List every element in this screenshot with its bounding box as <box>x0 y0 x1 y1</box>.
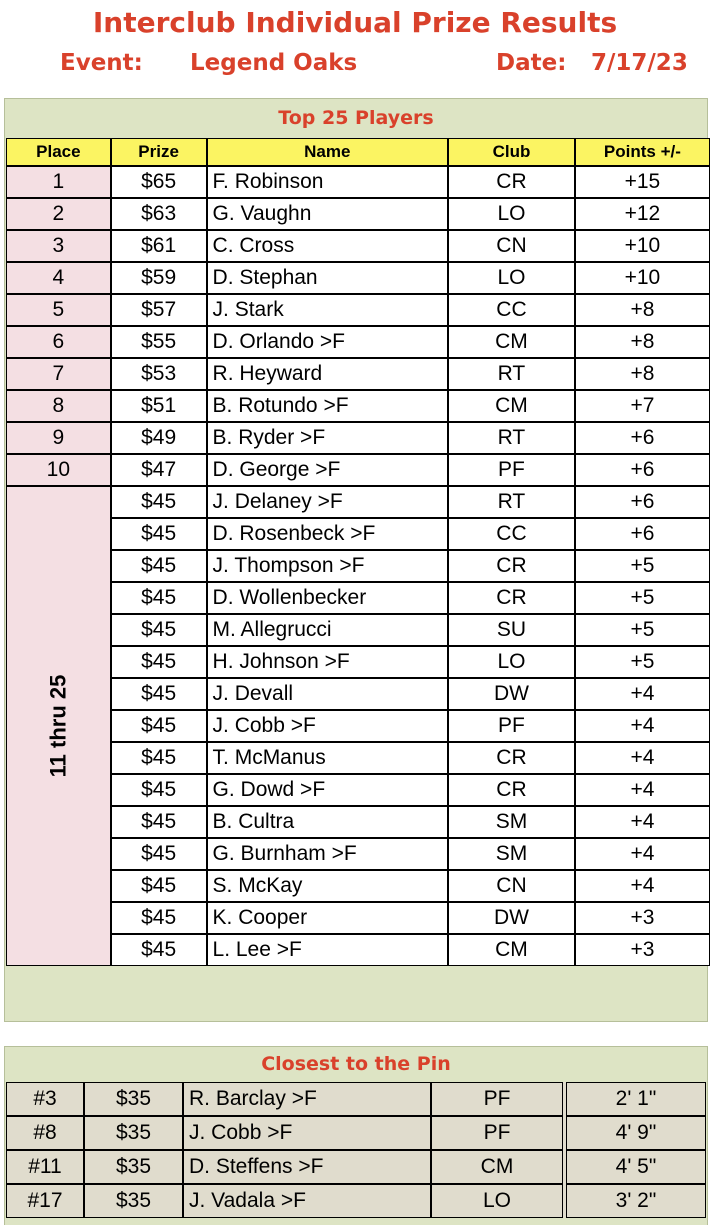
club-cell: CR <box>448 774 575 806</box>
prize-cell: $35 <box>84 1184 183 1218</box>
prize-cell: $45 <box>111 614 207 646</box>
club-cell: RT <box>448 486 575 518</box>
place-cell: 8 <box>6 390 111 422</box>
table-row <box>6 582 710 614</box>
prize-cell: $59 <box>111 262 207 294</box>
place-cell: 4 <box>6 262 111 294</box>
points-cell: +5 <box>575 614 710 646</box>
name-cell: R. Heyward <box>207 358 449 390</box>
table-row <box>6 518 710 550</box>
name-cell: D. Stephan <box>207 262 449 294</box>
table-row <box>6 710 710 742</box>
club-cell: CM <box>431 1150 563 1184</box>
table-row <box>6 422 710 454</box>
points-cell: +5 <box>575 550 710 582</box>
points-cell: +6 <box>575 454 710 486</box>
distance-cell: 4' 5" <box>566 1150 706 1184</box>
table-row <box>6 198 710 230</box>
club-cell: DW <box>448 678 575 710</box>
table-row <box>6 326 710 358</box>
place-cell: 5 <box>6 294 111 326</box>
table-row <box>6 486 710 518</box>
table-row <box>6 358 710 390</box>
club-cell: CM <box>448 390 575 422</box>
table-row <box>6 1150 706 1184</box>
table-row <box>6 678 710 710</box>
name-cell: J. Cobb >F <box>207 710 449 742</box>
table-row <box>6 838 710 870</box>
table-row <box>6 902 710 934</box>
prize-cell: $63 <box>111 198 207 230</box>
name-cell: G. Dowd >F <box>207 774 449 806</box>
date-label: Date: <box>496 50 567 76</box>
place-cell: 10 <box>6 454 111 486</box>
points-cell: +7 <box>575 390 710 422</box>
distance-cell: 4' 9" <box>566 1116 706 1150</box>
table-row <box>6 294 710 326</box>
col-name: Name <box>207 138 449 166</box>
points-cell: +5 <box>575 646 710 678</box>
club-cell: RT <box>448 422 575 454</box>
points-cell: +10 <box>575 262 710 294</box>
name-cell: R. Barclay >F <box>183 1082 431 1116</box>
name-cell: J. Delaney >F <box>207 486 449 518</box>
name-cell: D. Steffens >F <box>183 1150 431 1184</box>
club-cell: PF <box>448 710 575 742</box>
table-row <box>6 806 710 838</box>
prize-cell: $57 <box>111 294 207 326</box>
event-value: Legend Oaks <box>190 50 358 76</box>
prize-cell: $45 <box>111 710 207 742</box>
table-row <box>6 646 710 678</box>
hole-cell: #8 <box>6 1116 84 1150</box>
name-cell: K. Cooper <box>207 902 449 934</box>
club-cell: CC <box>448 518 575 550</box>
club-cell: CN <box>448 870 575 902</box>
prize-cell: $55 <box>111 326 207 358</box>
club-cell: DW <box>448 902 575 934</box>
points-cell: +4 <box>575 774 710 806</box>
table-row <box>6 870 710 902</box>
name-cell: H. Johnson >F <box>207 646 449 678</box>
prize-cell: $45 <box>111 806 207 838</box>
prize-cell: $45 <box>111 550 207 582</box>
club-cell: LO <box>448 646 575 678</box>
place-cell: 3 <box>6 230 111 262</box>
table-row <box>6 390 710 422</box>
page-title: Interclub Individual Prize Results <box>92 6 618 39</box>
points-cell: +4 <box>575 870 710 902</box>
name-cell: D. George >F <box>207 454 449 486</box>
club-cell: SM <box>448 838 575 870</box>
club-cell: CM <box>448 934 575 966</box>
prize-cell: $45 <box>111 678 207 710</box>
table-row <box>6 166 710 198</box>
club-cell: CR <box>448 742 575 774</box>
date-value: 7/17/23 <box>591 50 688 76</box>
prize-cell: $45 <box>111 486 207 518</box>
name-cell: J. Thompson >F <box>207 550 449 582</box>
club-cell: CR <box>448 166 575 198</box>
prize-cell: $51 <box>111 390 207 422</box>
prize-cell: $45 <box>111 774 207 806</box>
name-cell: B. Ryder >F <box>207 422 449 454</box>
prize-cell: $45 <box>111 646 207 678</box>
table-row <box>6 614 710 646</box>
club-cell: LO <box>431 1184 563 1218</box>
name-cell: C. Cross <box>207 230 449 262</box>
prize-cell: $45 <box>111 742 207 774</box>
prize-cell: $53 <box>111 358 207 390</box>
table-row <box>6 454 710 486</box>
club-cell: SU <box>448 614 575 646</box>
place-cell: 9 <box>6 422 111 454</box>
place-group-cell <box>6 486 111 966</box>
points-cell: +4 <box>575 742 710 774</box>
prize-cell: $35 <box>84 1116 183 1150</box>
name-cell: J. Devall <box>207 678 449 710</box>
club-cell: PF <box>448 454 575 486</box>
club-cell: CC <box>448 294 575 326</box>
points-cell: +6 <box>575 486 710 518</box>
name-cell: B. Rotundo >F <box>207 390 449 422</box>
club-cell: PF <box>431 1082 563 1116</box>
pin-table <box>6 1082 706 1218</box>
points-cell: +6 <box>575 518 710 550</box>
name-cell: J. Cobb >F <box>183 1116 431 1150</box>
name-cell: D. Orlando >F <box>207 326 449 358</box>
club-cell: CN <box>448 230 575 262</box>
club-cell: CR <box>448 582 575 614</box>
club-cell: PF <box>431 1116 563 1150</box>
points-cell: +3 <box>575 902 710 934</box>
prize-cell: $49 <box>111 422 207 454</box>
name-cell: B. Cultra <box>207 806 449 838</box>
table-row <box>6 262 710 294</box>
hole-cell: #3 <box>6 1082 84 1116</box>
place-group-label: 11 thru 25 <box>45 674 71 778</box>
pin-title: Closest to the Pin <box>261 1053 451 1075</box>
club-cell: CR <box>448 550 575 582</box>
points-cell: +4 <box>575 838 710 870</box>
points-cell: +4 <box>575 806 710 838</box>
col-place: Place <box>6 138 111 166</box>
prize-cell: $35 <box>84 1082 183 1116</box>
prize-cell: $61 <box>111 230 207 262</box>
table-row <box>6 1184 706 1218</box>
table-row <box>6 1116 706 1150</box>
place-cell: 6 <box>6 326 111 358</box>
hole-cell: #17 <box>6 1184 84 1218</box>
club-cell: SM <box>448 806 575 838</box>
prize-cell: $45 <box>111 838 207 870</box>
table-row <box>6 1082 706 1116</box>
points-cell: +5 <box>575 582 710 614</box>
place-cell: 1 <box>6 166 111 198</box>
hole-cell: #11 <box>6 1150 84 1184</box>
club-cell: LO <box>448 262 575 294</box>
prize-cell: $45 <box>111 582 207 614</box>
prize-cell: $47 <box>111 454 207 486</box>
points-cell: +8 <box>575 326 710 358</box>
points-cell: +8 <box>575 294 710 326</box>
name-cell: M. Allegrucci <box>207 614 449 646</box>
name-cell: D. Wollenbecker <box>207 582 449 614</box>
name-cell: S. McKay <box>207 870 449 902</box>
distance-cell: 2' 1" <box>566 1082 706 1116</box>
points-cell: +15 <box>575 166 710 198</box>
col-points: Points +/- <box>575 138 710 166</box>
table-header-row <box>6 138 710 166</box>
name-cell: J. Stark <box>207 294 449 326</box>
table-row <box>6 230 710 262</box>
table-row <box>6 774 710 806</box>
prize-cell: $45 <box>111 518 207 550</box>
prize-cell: $45 <box>111 934 207 966</box>
points-cell: +4 <box>575 678 710 710</box>
name-cell: G. Vaughn <box>207 198 449 230</box>
place-cell: 7 <box>6 358 111 390</box>
top25-title: Top 25 Players <box>278 107 434 129</box>
name-cell: J. Vadala >F <box>183 1184 431 1218</box>
table-row <box>6 934 710 966</box>
col-club: Club <box>448 138 575 166</box>
table-row <box>6 550 710 582</box>
points-cell: +8 <box>575 358 710 390</box>
points-cell: +12 <box>575 198 710 230</box>
name-cell: G. Burnham >F <box>207 838 449 870</box>
name-cell: L. Lee >F <box>207 934 449 966</box>
table-row <box>6 742 710 774</box>
prize-cell: $45 <box>111 902 207 934</box>
event-label: Event: <box>60 50 143 76</box>
name-cell: F. Robinson <box>207 166 449 198</box>
club-cell: RT <box>448 358 575 390</box>
name-cell: D. Rosenbeck >F <box>207 518 449 550</box>
name-cell: T. McManus <box>207 742 449 774</box>
distance-cell: 3' 2" <box>566 1184 706 1218</box>
points-cell: +4 <box>575 710 710 742</box>
points-cell: +10 <box>575 230 710 262</box>
points-cell: +6 <box>575 422 710 454</box>
points-cell: +3 <box>575 934 710 966</box>
club-cell: LO <box>448 198 575 230</box>
prize-cell: $35 <box>84 1150 183 1184</box>
top25-table <box>6 138 710 966</box>
prize-cell: $65 <box>111 166 207 198</box>
col-prize: Prize <box>111 138 207 166</box>
club-cell: CM <box>448 326 575 358</box>
prize-cell: $45 <box>111 870 207 902</box>
place-cell: 2 <box>6 198 111 230</box>
